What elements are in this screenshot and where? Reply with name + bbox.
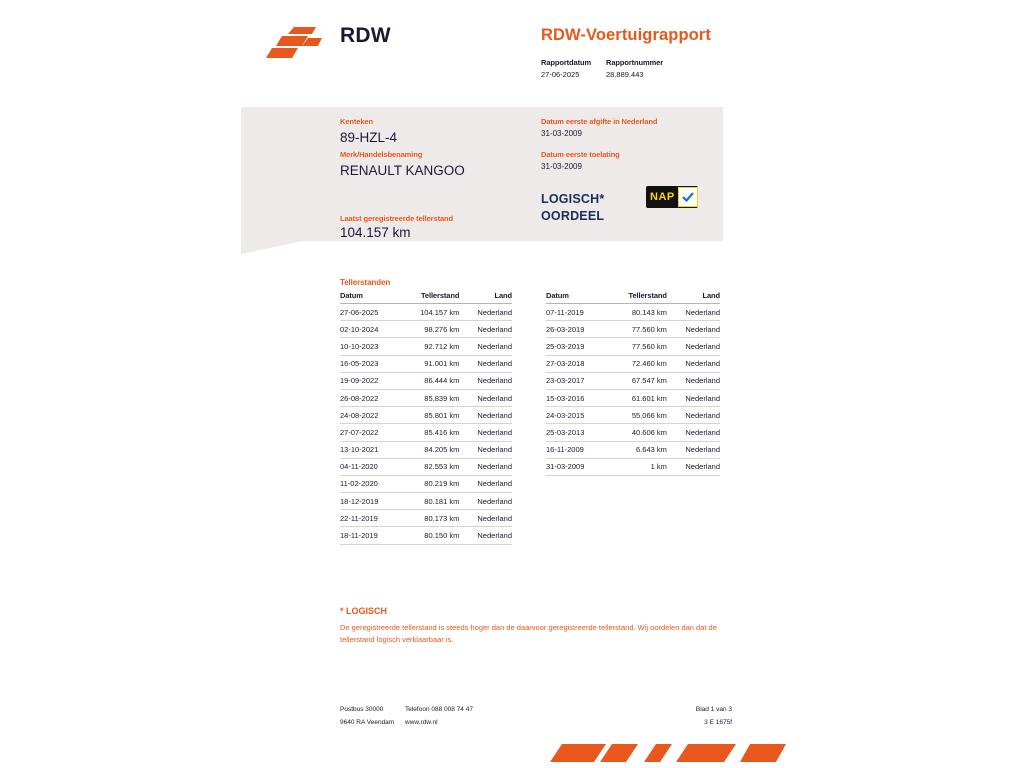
cell-datum: 24-03-2015 [546,407,606,424]
cell-tellerstand: 85.839 km [400,389,466,406]
table-row [340,475,512,492]
cell-datum: 25-03-2019 [546,338,606,355]
brand-name: RDW [340,24,391,47]
cell-land: Nederland [673,355,720,372]
cell-datum: 13-10-2021 [340,441,400,458]
eerste-toelating-value: 31-03-2009 [541,162,582,171]
cell-land: Nederland [465,493,512,510]
table-row [546,458,720,475]
cell-land: Nederland [673,304,720,321]
cell-tellerstand: 86.444 km [400,372,466,389]
cell-datum: 02-10-2024 [340,321,400,338]
tellerstanden-table-right [546,291,720,476]
check-icon [678,187,698,207]
panel-notch-decoration [241,241,303,254]
cell-datum: 16-11-2009 [546,441,606,458]
cell-tellerstand: 80.219 km [400,475,466,492]
cell-land: Nederland [465,458,512,475]
footer-form-code: 3 E 1675f [704,719,732,726]
cell-tellerstand: 85.416 km [400,424,466,441]
table-row [340,321,512,338]
table-body-right [546,304,720,476]
cell-datum: 07-11-2019 [546,304,606,321]
cell-tellerstand: 91.001 km [400,355,466,372]
cell-datum: 15-03-2016 [546,389,606,406]
footer-address-line-1: Postbus 30000 [340,706,384,713]
column-header-datum: Datum [340,291,400,304]
cell-land: Nederland [465,441,512,458]
cell-land: Nederland [673,389,720,406]
cell-tellerstand: 61.601 km [606,389,672,406]
cell-tellerstand: 80.150 km [400,527,466,544]
table-body-left [340,304,512,545]
cell-tellerstand: 98.276 km [400,321,466,338]
eerste-toelating-label: Datum eerste toelating [541,150,620,159]
report-number-label: Rapportnummer [606,58,664,67]
cell-tellerstand: 80.181 km [400,493,466,510]
cell-datum: 25-03-2013 [546,424,606,441]
cell-datum: 10-10-2023 [340,338,400,355]
cell-datum: 27-03-2018 [546,355,606,372]
cell-datum: 18-12-2019 [340,493,400,510]
cell-tellerstand: 84.205 km [400,441,466,458]
cell-tellerstand: 1 km [606,458,672,475]
verdict-text [541,191,604,225]
cell-land: Nederland [673,338,720,355]
rdw-watermark-icon [548,738,788,768]
cell-land: Nederland [673,407,720,424]
table-row [340,510,512,527]
eerste-afgifte-value: 31-03-2009 [541,129,582,138]
verdict-line-2: OORDEEL [541,209,605,223]
table-row [546,372,720,389]
column-header-land: Land [465,291,512,304]
report-meta [541,58,801,79]
tellerstand-value: 104.157 km [340,225,411,240]
cell-land: Nederland [465,389,512,406]
cell-datum: 26-08-2022 [340,389,400,406]
nap-badge [646,186,698,208]
table-row [546,441,720,458]
footer-address-line-2: 9640 RA Veendam [340,719,395,726]
table-row [340,493,512,510]
column-header-tellerstand: Tellerstand [400,291,466,304]
table-row [340,527,512,544]
cell-land: Nederland [465,527,512,544]
table-row [340,338,512,355]
cell-tellerstand: 77.560 km [606,321,672,338]
table-row [340,458,512,475]
cell-tellerstand: 67.547 km [606,372,672,389]
cell-land: Nederland [673,424,720,441]
cell-land: Nederland [673,458,720,475]
footnote-body: De geregistreerde tellerstand is steeds hoger dan de daarvoor geregistreerde tellerstand. Wij oordelen dan dat de tellerstand logisch verklaarbaar is. [340,623,717,644]
cell-tellerstand: 85.801 km [400,407,466,424]
cell-datum: 22-11-2019 [340,510,400,527]
cell-tellerstand: 92.712 km [400,338,466,355]
cell-datum: 27-07-2022 [340,424,400,441]
footnote-title: * LOGISCH [340,606,388,616]
cell-tellerstand: 6.643 km [606,441,672,458]
tellerstanden-table-left [340,291,512,545]
cell-land: Nederland [465,355,512,372]
tellerstanden-title: Tellerstanden [340,278,391,287]
cell-land: Nederland [465,321,512,338]
cell-land: Nederland [673,372,720,389]
table-row [340,304,512,321]
table-row [340,355,512,372]
table-row [340,372,512,389]
footer-website[interactable]: www.rdw.nl [405,719,438,726]
cell-tellerstand: 77.560 km [606,338,672,355]
column-header-datum: Datum [546,291,606,304]
merk-value: RENAULT KANGOO [340,163,465,178]
tellerstand-label: Laatst geregistreerde tellerstand [340,214,453,223]
cell-datum: 04-11-2020 [340,458,400,475]
report-number-value: 28.889.443 [606,70,644,79]
cell-land: Nederland [673,441,720,458]
table-row [546,338,720,355]
vehicle-info-panel [241,107,723,241]
cell-land: Nederland [465,407,512,424]
cell-datum: 11-02-2020 [340,475,400,492]
cell-land: Nederland [465,510,512,527]
cell-tellerstand: 80.173 km [400,510,466,527]
merk-label: Merk/Handelsbenaming [340,150,423,159]
table-row [546,407,720,424]
cell-datum: 31-03-2009 [546,458,606,475]
nap-label: NAP [650,191,675,203]
cell-datum: 24-08-2022 [340,407,400,424]
cell-land: Nederland [465,304,512,321]
table-row [546,321,720,338]
table-row [340,407,512,424]
cell-datum: 26-03-2019 [546,321,606,338]
eerste-afgifte-label: Datum eerste afgifte in Nederland [541,117,658,126]
cell-tellerstand: 82.553 km [400,458,466,475]
rdw-logo-icon [262,24,334,68]
page-title: RDW-Voertuigrapport [541,26,711,44]
cell-tellerstand: 55.066 km [606,407,672,424]
cell-land: Nederland [465,475,512,492]
kenteken-label: Kenteken [340,117,373,126]
column-header-land: Land [673,291,720,304]
table-row [546,424,720,441]
cell-datum: 23-03-2017 [546,372,606,389]
table-row [546,389,720,406]
report-date-label: Rapportdatum [541,58,592,67]
column-header-tellerstand: Tellerstand [606,291,672,304]
cell-tellerstand: 80.143 km [606,304,672,321]
table-row [546,355,720,372]
cell-land: Nederland [465,338,512,355]
cell-datum: 19-09-2022 [340,372,400,389]
cell-land: Nederland [673,321,720,338]
cell-land: Nederland [465,424,512,441]
cell-tellerstand: 72.460 km [606,355,672,372]
cell-tellerstand: 104.157 km [400,304,466,321]
table-header-row [546,291,720,304]
cell-datum: 16-05-2023 [340,355,400,372]
cell-land: Nederland [465,372,512,389]
table-row [546,304,720,321]
footer-phone: Telefoon 088 008 74 47 [405,706,473,713]
table-row [340,441,512,458]
table-header-row [340,291,512,304]
cell-datum: 18-11-2019 [340,527,400,544]
verdict-line-1: LOGISCH* [541,192,605,206]
cell-tellerstand: 40.606 km [606,424,672,441]
cell-datum: 27-06-2025 [340,304,400,321]
report-date-value: 27-06-2025 [541,70,580,79]
footer-page-info: Blad 1 van 3 [695,706,732,713]
table-row [340,389,512,406]
table-row [340,424,512,441]
kenteken-value: 89-HZL-4 [340,130,398,145]
